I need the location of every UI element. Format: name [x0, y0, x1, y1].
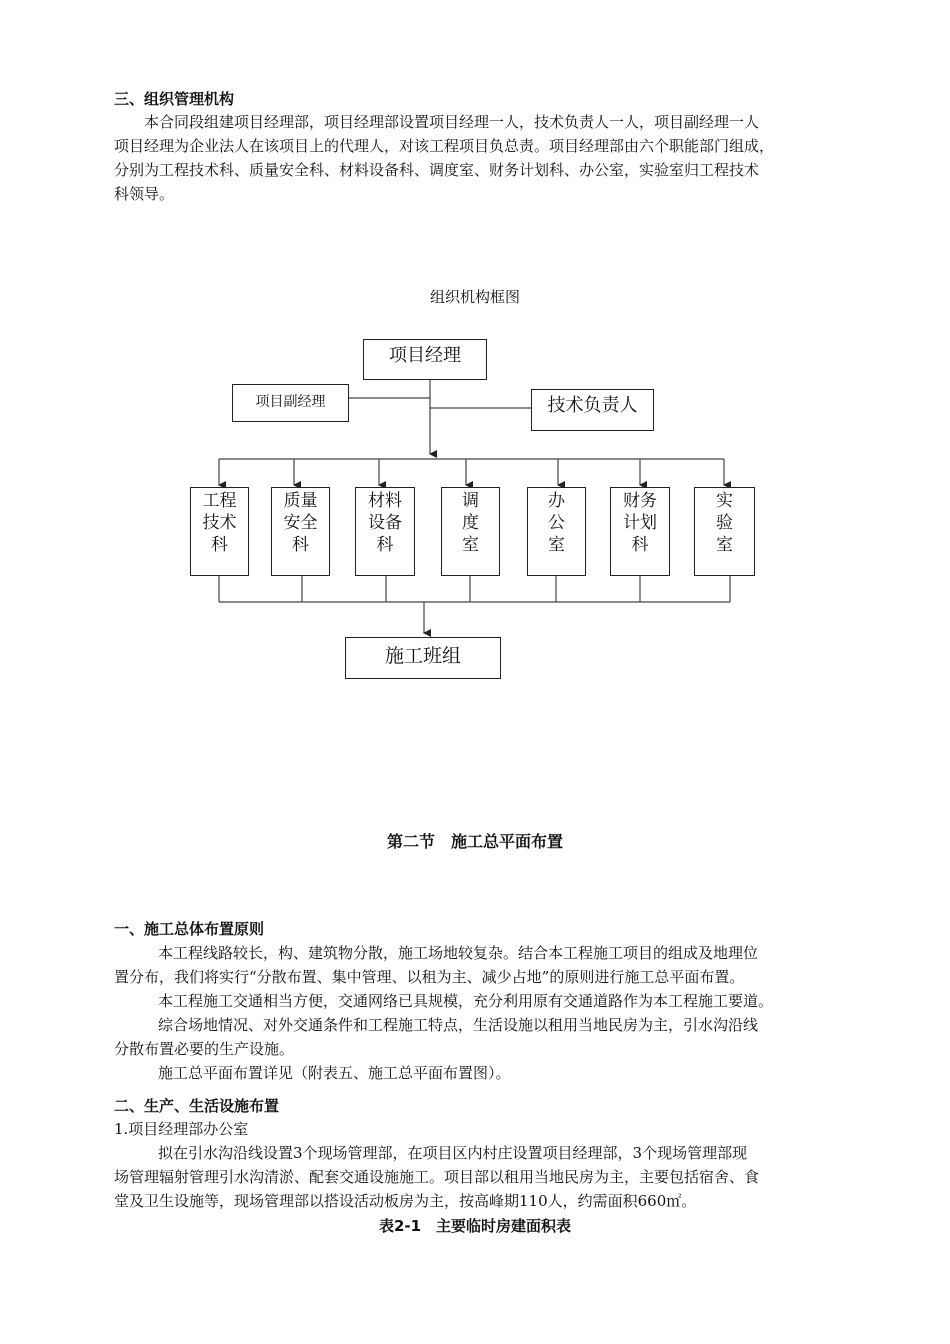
org-box-project-manager: 项目经理	[363, 339, 487, 380]
department-label: 办	[548, 491, 565, 511]
org-box-construction-team: 施工班组	[345, 637, 501, 679]
section-title: 第二节 施工总平面布置	[386, 832, 563, 851]
department-label: 安全	[283, 513, 318, 533]
department-label: 室	[462, 535, 479, 555]
org-box-department	[610, 487, 670, 576]
org-box-department	[694, 487, 755, 576]
org-box-department	[271, 487, 330, 576]
org-box-technical-lead: 技术负责人	[531, 389, 654, 431]
paragraph-line: 分散布置必要的生产设施。	[114, 1040, 295, 1058]
org-box-deputy-manager: 项目副经理	[232, 384, 349, 422]
section-heading-org: 三、组织管理机构	[114, 90, 235, 108]
department-label: 科	[631, 535, 649, 555]
department-label: 科	[376, 535, 394, 555]
paragraph-line: 项目经理为企业法人在该项目上的代理人，对该工程项目负总责。项目经理部由六个职能部门组成，	[114, 137, 775, 155]
department-label: 室	[716, 535, 733, 555]
part1-heading: 一、施工总体布置原则	[114, 920, 265, 938]
paragraph-line: 本工程线路较长，构、建筑物分散，施工场地较复杂。结合本工程施工项目的组成及地理位	[158, 944, 759, 962]
paragraph-line: 施工总平面布置详见（附表五、施工总平面布置图）。	[158, 1064, 511, 1082]
department-label: 科	[292, 535, 309, 555]
paragraph-line: 本合同段组建项目经理部，项目经理部设置项目经理一人，技术负责人一人，项目副经理一人	[144, 113, 760, 131]
part2-subheading: 1.项目经理部办公室	[114, 1120, 249, 1138]
department-label: 设备	[368, 513, 402, 533]
department-label: 室	[548, 535, 565, 555]
part2-paragraph	[114, 1141, 854, 1213]
part2-heading: 二、生产、生活设施布置	[114, 1097, 280, 1115]
paragraph-line: 置分布，我们将实行“分散布置、集中管理、以租为主、减少占地”的原则进行施工总平面布置。	[114, 968, 745, 986]
paragraph-line: 科领导。	[114, 185, 175, 203]
department-label: 度	[462, 513, 479, 533]
org-box-department	[355, 487, 415, 576]
department-label: 质量	[283, 491, 318, 511]
department-label: 实	[716, 491, 733, 511]
paragraph-line: 拟在引水沟沿线设置3个现场管理部，在项目区内村庄设置项目经理部，3个现场管理部现	[158, 1144, 748, 1162]
org-box-department	[441, 487, 500, 576]
org-box-department	[527, 487, 586, 576]
paragraph-line: 综合场地情况、对外交通条件和工程施工特点，生活设施以租用当地民房为主，引水沟沿线	[158, 1016, 759, 1034]
department-label: 财务	[623, 491, 657, 511]
paragraph-line: 场管理辐射管理引水沟清淤、配套交通设施施工。项目部以租用当地民房为主，主要包括宿舍、食	[114, 1168, 760, 1186]
org-chart-title: 组织机构框图	[429, 288, 520, 306]
part1-paragraph	[114, 941, 854, 1085]
department-label: 验	[716, 513, 733, 533]
department-label: 科	[211, 535, 228, 555]
paragraph-line: 堂及卫生设施等，现场管理部以搭设活动板房为主，按高峰期110人，约需面积660㎡。	[114, 1192, 697, 1210]
org-box-department	[190, 487, 249, 576]
department-label: 技术	[202, 513, 237, 533]
department-label: 工程	[202, 491, 237, 511]
table-caption: 表2-1 主要临时房建面积表	[378, 1217, 572, 1235]
department-label: 材料	[368, 491, 402, 511]
paragraph-line: 本工程施工交通相当方便，交通网络已具规模，充分利用原有交通道路作为本工程施工要道。	[158, 992, 774, 1010]
paragraph-line: 分别为工程技术科、质量安全科、材料设备科、调度室、财务计划科、办公室，实验室归工程技术	[114, 161, 760, 179]
department-label: 调	[462, 491, 479, 511]
department-label: 计划	[623, 513, 657, 533]
department-label: 公	[548, 513, 565, 533]
